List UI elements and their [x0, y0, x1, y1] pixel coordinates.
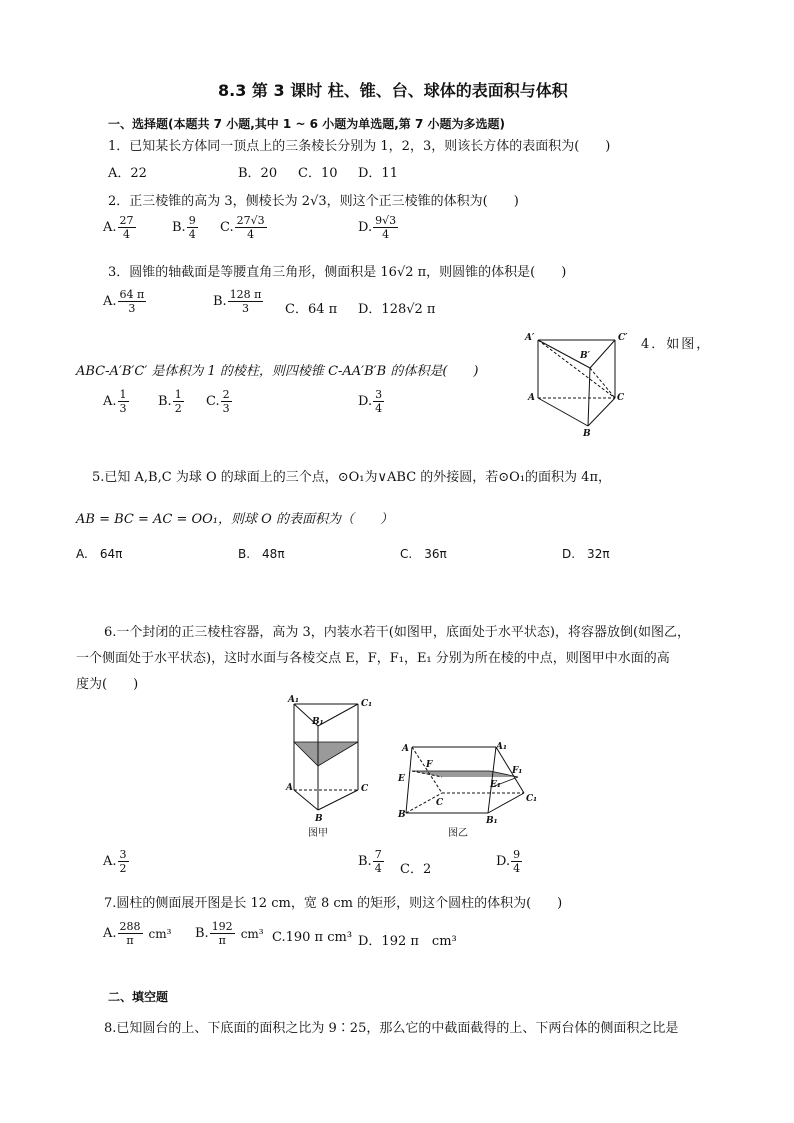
denominator: 4 [382, 228, 390, 241]
q4-option-a [103, 388, 129, 415]
vertex-label: F₁ [512, 766, 523, 776]
numerator: 9√3 [375, 214, 397, 227]
page-title: 8.3 第 3 课时 柱、锥、台、球体的表面积与体积 [218, 81, 568, 100]
vertex-label: A [528, 393, 535, 403]
vertex-label: E [398, 774, 405, 784]
fraction [187, 214, 198, 241]
option-label: D. [358, 394, 373, 409]
edge [538, 398, 588, 426]
numerator: 9 [513, 848, 521, 861]
denominator: 2 [174, 402, 182, 415]
numerator: 7 [374, 848, 382, 861]
denominator: 2 [119, 862, 127, 875]
q2-option-d [358, 214, 398, 241]
q4-option-b [158, 388, 184, 415]
question-6-line-3: 度为( ) [76, 677, 139, 692]
q7-option-a [103, 920, 171, 947]
denominator: 3 [222, 402, 230, 415]
denominator: 4 [247, 228, 255, 241]
fraction [221, 388, 232, 415]
fraction [118, 214, 136, 241]
question-4-lead: 4．如图， [641, 337, 712, 352]
option-label: A. [103, 394, 117, 409]
q5-option-c: C. 36π [400, 547, 447, 561]
vertex-label: B [583, 429, 591, 439]
q6-option-b [358, 848, 384, 875]
figure-caption: 图乙 [448, 828, 468, 839]
fraction [373, 848, 384, 875]
figure-jia [284, 690, 374, 840]
numerator: 1 [119, 388, 127, 401]
vertex-label: A₁ [496, 742, 507, 752]
q4-prism-figure [520, 328, 630, 440]
vertex-label: B [315, 814, 323, 824]
q6-option-a [103, 848, 129, 875]
section-heading-fill: 二、填空题 [108, 990, 169, 1004]
edge [406, 747, 412, 813]
option-label: A. [103, 294, 117, 309]
unit: cm³ [148, 926, 172, 941]
q6-option-c: C．2 [400, 862, 432, 877]
fraction [118, 388, 129, 415]
denominator: 4 [188, 228, 196, 241]
q5-option-d: D. 32π [562, 547, 610, 561]
hidden-edge [590, 368, 615, 398]
numerator: 128 π [229, 288, 262, 301]
question-1-text: 1．已知某长方体同一顶点上的三条棱长分别为 1，2，3，则该长方体的表面积为( ) [108, 139, 611, 154]
fraction [118, 288, 147, 315]
q5-option-a: A. 64π [76, 547, 123, 561]
q5-option-b: B. 48π [238, 547, 285, 561]
edge [590, 340, 615, 368]
edge [318, 704, 358, 726]
denominator: π [126, 934, 134, 947]
edge [488, 793, 524, 813]
denominator: 4 [374, 862, 382, 875]
option-label: A. [103, 926, 117, 941]
q2-option-a [103, 214, 136, 241]
question-7-text: 7.圆柱的侧面展开图是长 12 cm，宽 8 cm 的矩形，则这个圆柱的体积为( ) [104, 896, 563, 911]
edge [588, 368, 590, 426]
water-surface [294, 742, 358, 766]
option-label: C. [220, 220, 234, 235]
edge [318, 790, 358, 810]
section-heading-choice: 一、选择题(本题共 7 小题,其中 1 ~ 6 小题为单选题,第 7 小题为多选题) [108, 117, 505, 131]
fraction [511, 848, 522, 875]
numerator: 3 [119, 848, 127, 861]
q1-option-c: C．10 [298, 166, 338, 181]
q3-option-a [103, 288, 146, 315]
numerator: 64 π [119, 288, 145, 301]
hidden-edge [412, 747, 442, 793]
vertex-label: B₁ [486, 816, 498, 826]
question-6-line-2: 一个侧面处于水平状态)，这时水面与各棱交点 E，F，F₁，E₁ 分别为所在棱的中点，则图甲中水面的高 [76, 651, 670, 666]
denominator: π [218, 934, 226, 947]
option-label: B. [172, 220, 186, 235]
denominator: 4 [375, 402, 383, 415]
question-2-text: 2．正三棱锥的高为 3，侧棱长为 2√3，则这个正三棱锥的体积为( ) [108, 194, 519, 209]
vertex-label: C [361, 784, 369, 794]
vertex-label: B′ [580, 351, 590, 361]
numerator: 1 [174, 388, 182, 401]
option-label: B. [158, 394, 172, 409]
q1-option-b: B．20 [238, 166, 278, 181]
vertex-label: E₁ [490, 780, 501, 790]
fraction [118, 848, 129, 875]
vertex-label: C [617, 393, 625, 403]
vertex-label: C₁ [526, 794, 538, 804]
question-6-line-1: 6.一个封闭的正三棱柱容器，高为 3，内装水若干(如图甲，底面处于水平状态)，将容器放倒(如图乙， [104, 625, 691, 640]
denominator: 3 [119, 402, 127, 415]
question-3-text: 3．圆锥的轴截面是等腰直角三角形，侧面积是 16√2 π，则圆锥的体积是( ) [108, 265, 567, 280]
vertex-label: B₁ [312, 717, 324, 727]
vertex-label: B [398, 810, 406, 820]
numerator: 288 [119, 920, 141, 933]
numerator: 2 [222, 388, 230, 401]
q3-option-b [213, 288, 263, 315]
numerator: 9 [188, 214, 196, 227]
option-label: D. [496, 854, 511, 869]
fraction [373, 214, 398, 241]
question-4-text: ABC-A′B′C′ 是体积为 1 的棱柱，则四棱锥 C-AA′B′B 的体积是( ) [76, 364, 479, 379]
vertex-label: A [402, 744, 409, 754]
option-label: A. [103, 220, 117, 235]
hidden-edge [538, 340, 615, 398]
option-label: B. [358, 854, 372, 869]
edge [294, 790, 318, 810]
q2-option-c [220, 214, 267, 241]
vertex-label: C₁ [361, 699, 373, 709]
q4-option-c [206, 388, 232, 415]
denominator: 3 [242, 302, 250, 315]
figure-yi [394, 735, 542, 841]
q4-option-d [358, 388, 384, 415]
q7-option-b [195, 920, 264, 947]
q3-option-d: D．128√2 π [358, 302, 436, 317]
denominator: 3 [128, 302, 136, 315]
q3-option-c: C．64 π [285, 302, 338, 317]
option-label: B. [213, 294, 227, 309]
question-5-text-2: AB = BC = AC = OO₁，则球 O 的表面积为（ ） [76, 512, 393, 527]
fraction [173, 388, 184, 415]
vertex-label: A [286, 783, 293, 793]
option-label: A. [103, 854, 117, 869]
fraction [228, 288, 264, 315]
fraction [235, 214, 267, 241]
vertex-label: A′ [525, 333, 535, 343]
option-label: C. [206, 394, 220, 409]
option-label: B. [195, 926, 209, 941]
edge [588, 398, 615, 426]
q2-option-b [172, 214, 198, 241]
question-5-text: 5.已知 A,B,C 为球 O 的球面上的三个点，⊙O₁为∨ABC 的外接圆，若⊙O₁的面积为 4π， [92, 470, 611, 485]
numerator: 3 [375, 388, 383, 401]
fraction [118, 920, 143, 947]
q7-option-c: C.190 π cm³ [272, 930, 353, 945]
option-label: D. [358, 220, 373, 235]
q6-option-d [496, 848, 522, 875]
fraction [373, 388, 384, 415]
numerator: 27√3 [236, 214, 265, 227]
question-8-text: 8.已知圆台的上、下底面的面积之比为 9∶25，那么它的中截面截得的上、下两台体的侧面积之比是 [104, 1021, 679, 1036]
vertex-label: C′ [618, 333, 628, 343]
q1-option-a: A．22 [108, 166, 147, 181]
q1-option-d: D．11 [358, 166, 398, 181]
figure-caption: 图甲 [308, 828, 328, 839]
unit: cm³ [240, 926, 264, 941]
denominator: 4 [123, 228, 131, 241]
vertex-label: C [436, 798, 444, 808]
numerator: 27 [119, 214, 134, 227]
denominator: 4 [513, 862, 521, 875]
vertex-label: F [426, 760, 433, 770]
fraction [210, 920, 235, 947]
numerator: 192 [211, 920, 233, 933]
q7-option-d: D．192 π cm³ [358, 934, 457, 949]
vertex-label: A₁ [288, 695, 299, 705]
